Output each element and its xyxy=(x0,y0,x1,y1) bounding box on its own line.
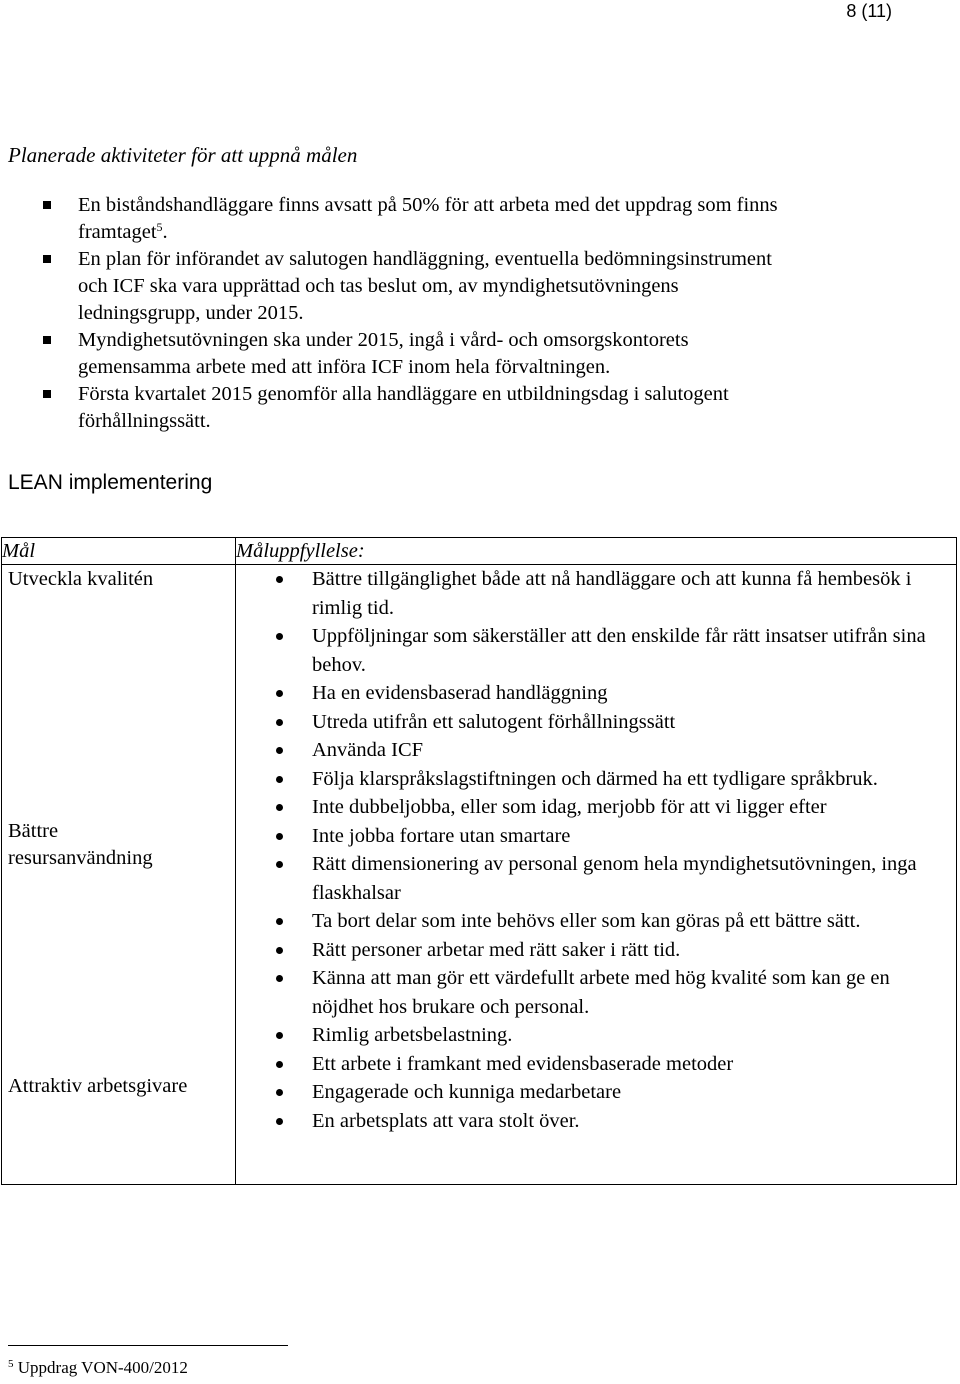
bullet-icon xyxy=(276,975,283,982)
list-item: Rätt personer arbetar med rätt saker i rätt tid. xyxy=(236,936,956,965)
footnote-text: Uppdrag VON-400/2012 xyxy=(17,1358,188,1377)
bullet-icon xyxy=(276,947,283,954)
bullet-icon xyxy=(276,1118,283,1125)
list-item xyxy=(0,192,798,246)
bullet-icon xyxy=(276,690,283,697)
bullet-icon xyxy=(276,633,283,640)
list-item: Inte jobba fortare utan smartare xyxy=(236,822,956,851)
list-item: Rimlig arbetsbelastning. xyxy=(236,1021,956,1050)
list-item xyxy=(0,381,798,435)
footnote-divider xyxy=(8,1345,288,1346)
activity-text: Första kvartalet 2015 genomför alla handläggare en utbildningsdag i salutogent förhållningssätt. xyxy=(78,383,729,432)
goal-quality: Utveckla kvalitén xyxy=(8,568,154,590)
fulfilment-header: Måluppfyllelse: xyxy=(236,538,957,565)
goal-header: Mål xyxy=(2,538,236,565)
list-item: Uppföljningar som säkerställer att den enskilde får rätt insatser utifrån sina behov. xyxy=(236,622,956,679)
bullet-icon xyxy=(276,804,283,811)
list-item: Känna att man gör ett värdefullt arbete med hög kvalité som kan ge en nöjdhet hos brukare och personal. xyxy=(236,964,956,1021)
square-bullet-icon xyxy=(43,336,51,344)
list-item xyxy=(0,246,798,327)
list-item: Ta bort delar som inte behövs eller som kan göras på ett bättre sätt. xyxy=(236,907,956,936)
bullet-icon xyxy=(276,576,283,583)
footnote-number: 5 xyxy=(8,1358,14,1370)
bullet-icon xyxy=(276,1061,283,1068)
goals-cell xyxy=(2,565,236,1185)
list-item: En arbetsplats att vara stolt över. xyxy=(236,1107,956,1136)
list-item: Ha en evidensbaserad handläggning xyxy=(236,679,956,708)
activities-heading: Planerade aktiviteter för att uppnå målen xyxy=(8,143,358,167)
goal-employer: Attraktiv arbetsgivare xyxy=(8,1075,188,1097)
square-bullet-icon xyxy=(43,390,51,398)
list-item: Använda ICF xyxy=(236,736,956,765)
list-item: Rätt dimensionering av personal genom hela myndighetsutövningen, inga flaskhalsar xyxy=(236,850,956,907)
bullet-icon xyxy=(276,719,283,726)
footnote-ref: 5 xyxy=(156,220,163,234)
activities-list xyxy=(0,192,960,435)
lean-heading: LEAN implementering xyxy=(8,471,213,494)
goal-resources: Bättre resursanvändning xyxy=(8,820,153,869)
activity-text: En biståndshandläggare finns avsatt på 50% för att arbeta med det uppdrag som finns framtaget xyxy=(78,194,778,243)
goals-table xyxy=(1,537,957,1185)
page-number: 8 (11) xyxy=(846,1,892,21)
list-item: Följa klarspråkslagstiftningen och därmed ha ett tydligare språkbruk. xyxy=(236,765,956,794)
square-bullet-icon xyxy=(43,201,51,209)
bullet-icon xyxy=(276,747,283,754)
bullet-icon xyxy=(276,918,283,925)
bullet-icon xyxy=(276,776,283,783)
square-bullet-icon xyxy=(43,255,51,263)
footnote xyxy=(8,1357,188,1379)
list-item: Engagerade och kunniga medarbetare xyxy=(236,1078,956,1107)
list-item: Ett arbete i framkant med evidensbaserade metoder xyxy=(236,1050,956,1079)
list-item: Bättre tillgänglighet både att nå handläggare och att kunna få hembesök i rimlig tid. xyxy=(236,565,956,622)
activity-text-tail: . xyxy=(162,221,168,243)
bullet-icon xyxy=(276,861,283,868)
bullet-icon xyxy=(276,1032,283,1039)
table-row xyxy=(2,565,957,1185)
list-item xyxy=(0,327,798,381)
fulfilment-cell xyxy=(236,565,957,1185)
fulfilment-list xyxy=(236,565,956,1135)
list-item: Utreda utifrån ett salutogent förhållningssätt xyxy=(236,708,956,737)
bullet-icon xyxy=(276,1089,283,1096)
bullet-icon xyxy=(276,833,283,840)
table-header-row xyxy=(2,538,957,565)
list-item: Inte dubbeljobba, eller som idag, merjobb för att vi ligger efter xyxy=(236,793,956,822)
activity-text: Myndighetsutövningen ska under 2015, ingå i vård- och omsorgskontorets gemensamma arbete med att införa ICF inom hela förvaltningen. xyxy=(78,329,689,378)
activity-text: En plan för införandet av salutogen handläggning, eventuella bedömningsinstrument och ICF ska vara upprättad och tas beslut om, av myndighetsutövningens ledningsgrupp, under 2015. xyxy=(78,248,772,324)
